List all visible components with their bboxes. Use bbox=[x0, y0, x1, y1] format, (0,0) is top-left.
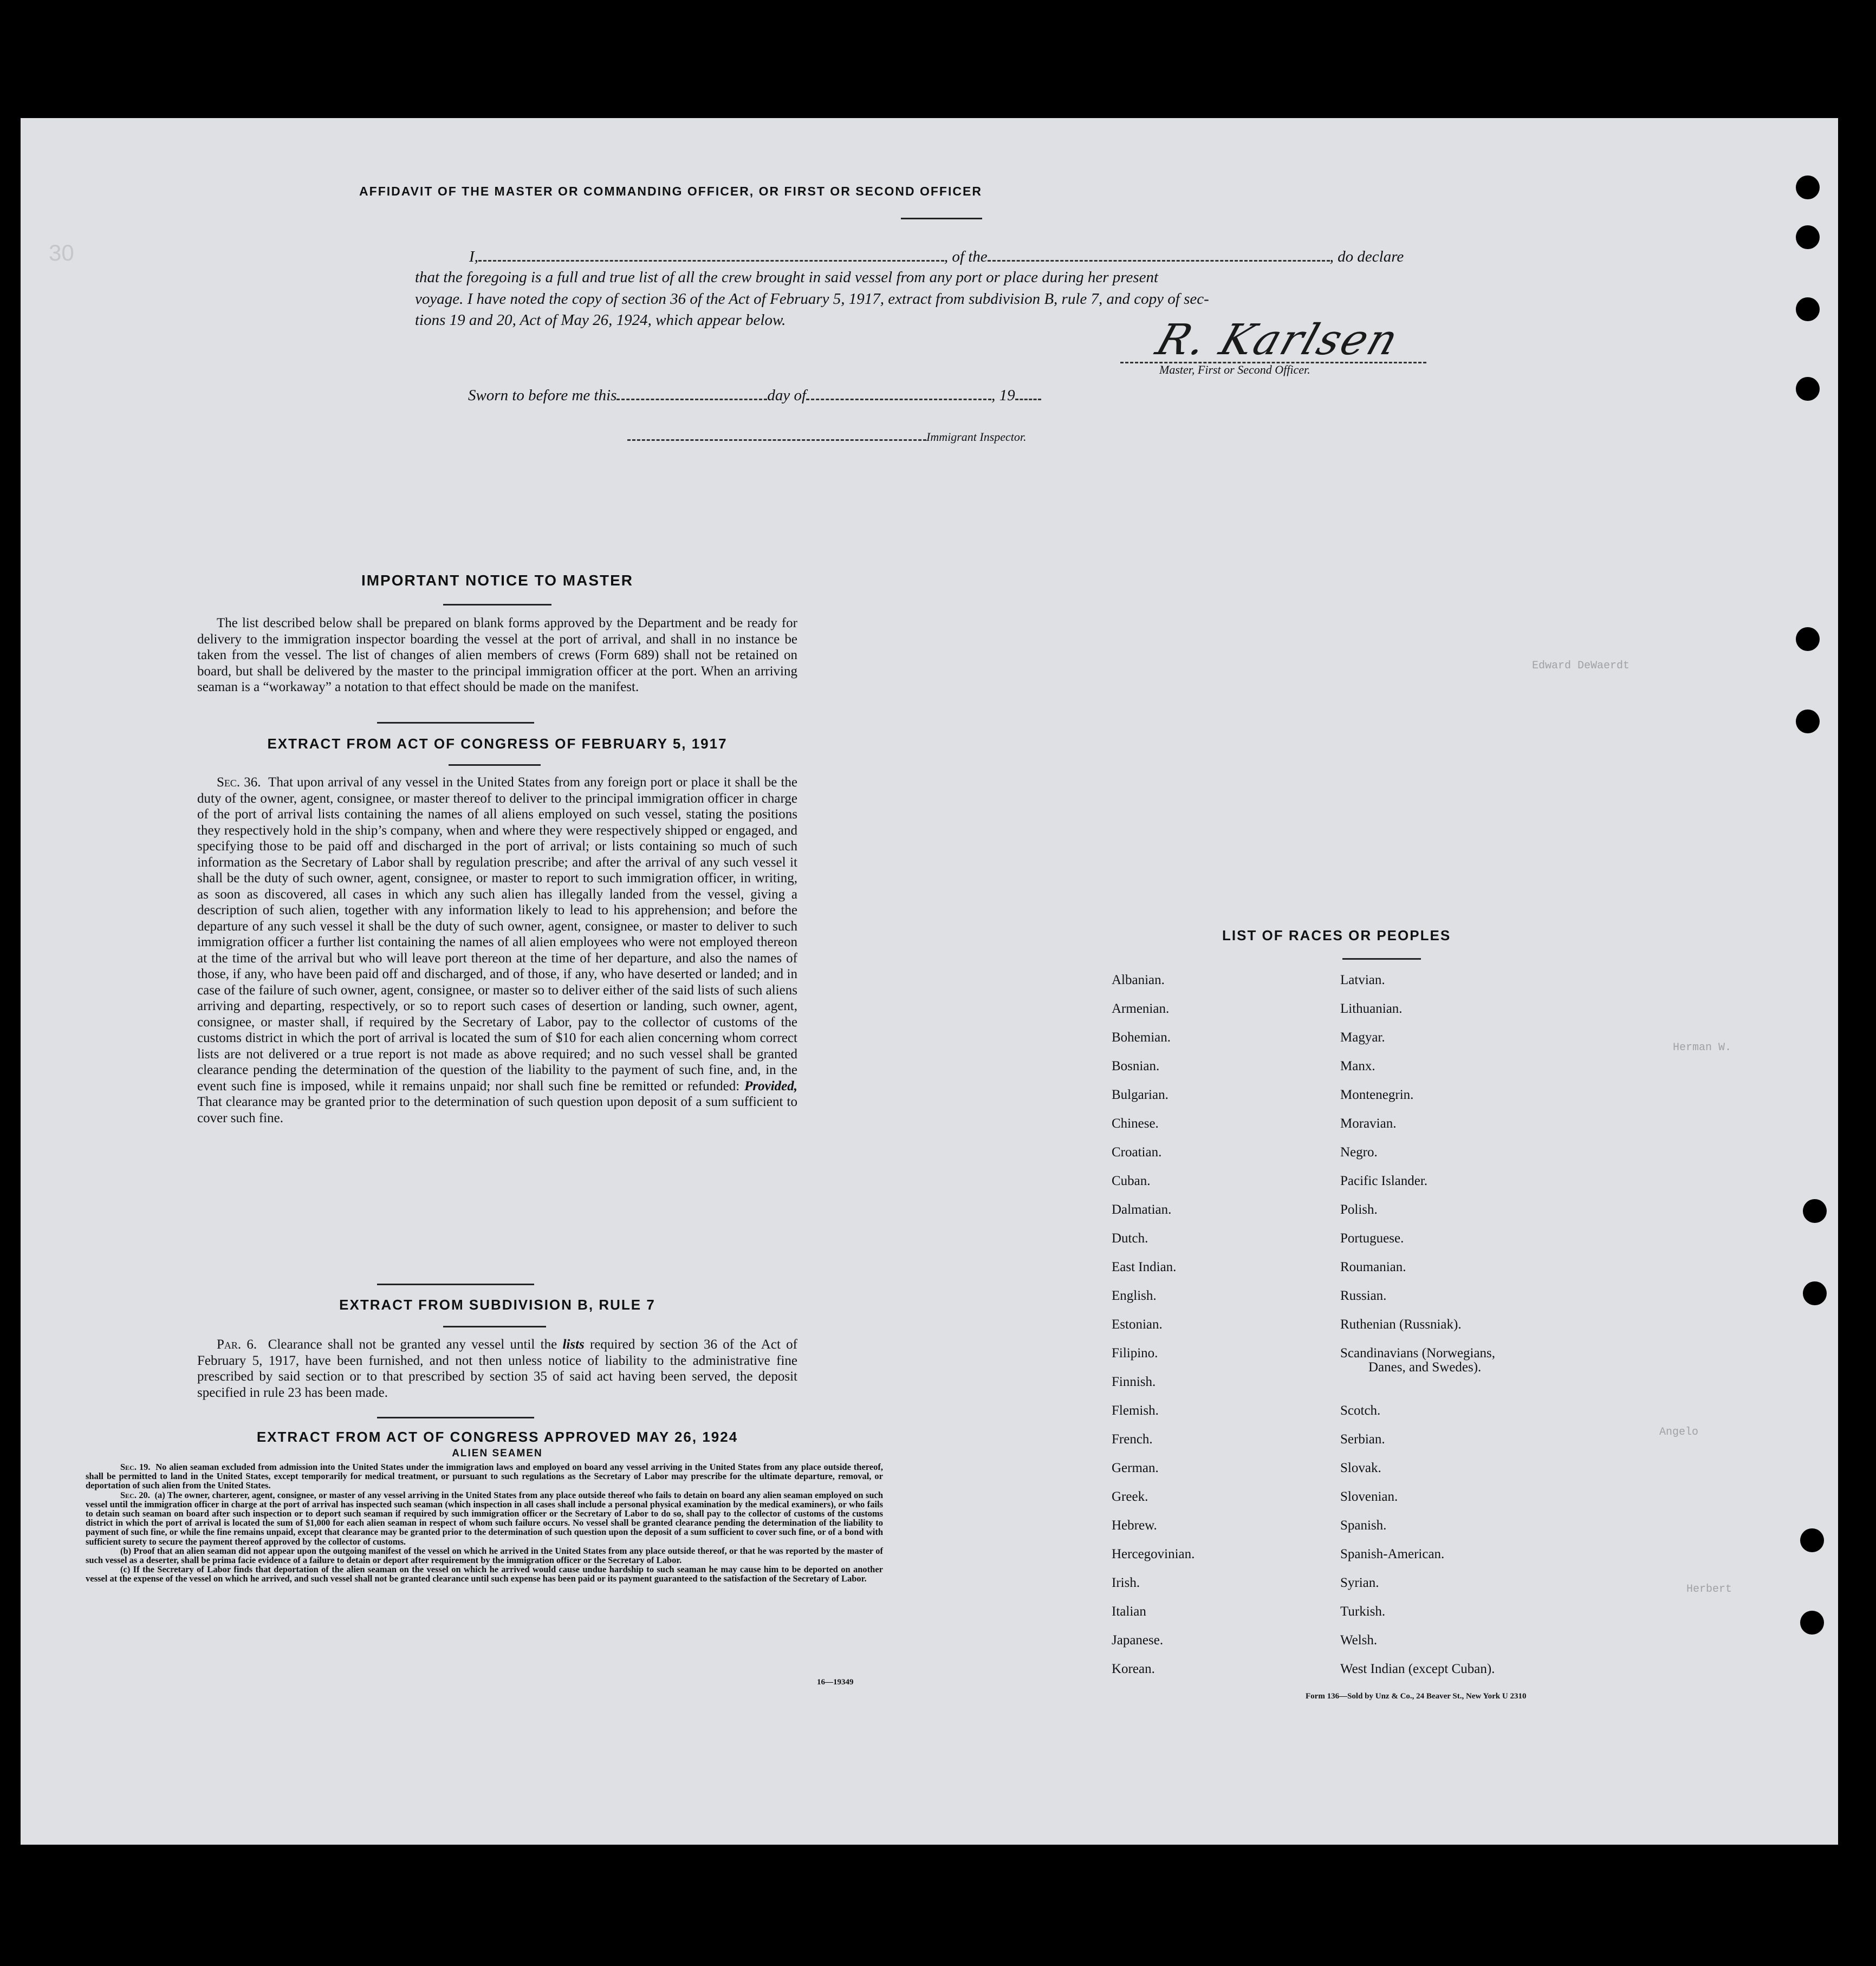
race-item: Slovenian. bbox=[1340, 1489, 1398, 1504]
day-of-text: day of bbox=[767, 387, 807, 404]
race-item: Welsh. bbox=[1340, 1633, 1378, 1648]
affidavit-text-line: tions 19 and 20, Act of May 26, 1924, which appear below. bbox=[415, 311, 786, 329]
race-item: Irish. bbox=[1112, 1576, 1140, 1590]
year-text: , 19 bbox=[991, 387, 1015, 404]
notice-title: IMPORTANT NOTICE TO MASTER bbox=[361, 572, 634, 589]
affidavit-title: AFFIDAVIT OF THE MASTER OR COMMANDING OFFICER, OR FIRST OR SECOND OFFICER bbox=[359, 184, 982, 198]
rule-7-body-b: required by section 36 of the Act of February 5, 1917, have been furnished, and not then unless notice of liability to the administrative fine prescribed by said section or to that prescribed by section 35 of said act having been served, the deposit specified in rule 23 has been made. bbox=[197, 1337, 797, 1400]
section-36-body: That upon arrival of any vessel in the United States from any foreign port or place it shall be the duty of the owner, agent, consignee, or master thereof to deliver to the principal immigration officer in charge of the port of arrival lists containing the names of all aliens employed on such vessel, stating the positions they respectively hold in the ship’s company, when and where they were respectively shipped or engaged, and specifying those to be paid off and discharged in the port of arrival; or lists containing so much of such information as the Secretary of Labor shall by regulation prescribe; and after the arrival of any such vessel it shall be the duty of such owner, agent, consignee, or master to report to such immigration officer, in writing, as soon as discovered, all cases in which any such alien has illegally landed from the vessel, giving a description of such alien, together with any information likely to lead to his apprehension; and before the departure of any such vessel it shall be the duty of such owner, agent, consignee, or master to deliver to such immigration officer a further list containing the names of all alien employees who were not employed thereon at the time of the arrival but who will leave port thereon at the time of her departure, and also the names of those, if any, who have been paid off and discharged, and of those, if any, who have deserted or landed; and in case of the failure of such owner, agent, consignee, or master so to deliver either of the said lists of such aliens arriving and departing, respectively, or so to report such cases of desertion or landing, such owner, agent, consignee, or master shall, if required by the Secretary of Labor, pay to the collector of customs of the customs district in which the port of arrival is located the sum of $10 for each alien concerning whom correct lists are not delivered or a true report is not made as above required; and no such vessel shall be granted clearance pending the determination of the question of the liability to the payment of such fine, and, in the event such fine is imposed, while it remains unpaid; nor shall such fine be remitted or refunded: bbox=[197, 775, 797, 1093]
punch-hole bbox=[1803, 1281, 1827, 1305]
divider bbox=[377, 1417, 534, 1418]
race-item: Montenegrin. bbox=[1340, 1088, 1414, 1102]
race-item: Cuban. bbox=[1112, 1174, 1151, 1188]
race-item: Turkish. bbox=[1340, 1604, 1386, 1619]
inspector-caption: Immigrant Inspector. bbox=[926, 430, 1027, 444]
race-item: Latvian. bbox=[1340, 973, 1385, 987]
punch-hole bbox=[1800, 1611, 1824, 1635]
punch-hole bbox=[1796, 377, 1820, 401]
extract-1917-title: EXTRACT FROM ACT OF CONGRESS OF FEBRUARY 5, 1917 bbox=[267, 735, 728, 752]
divider bbox=[443, 604, 551, 606]
race-item: Chinese. bbox=[1112, 1116, 1159, 1131]
race-item: Bohemian. bbox=[1112, 1030, 1171, 1045]
race-item: Bosnian. bbox=[1112, 1059, 1160, 1073]
race-item: Lithuanian. bbox=[1340, 1001, 1403, 1016]
divider bbox=[1342, 958, 1421, 960]
race-item: Danes, and Swedes). bbox=[1368, 1360, 1482, 1375]
name-blank bbox=[478, 244, 944, 262]
race-item: Russian. bbox=[1340, 1288, 1387, 1303]
affidavit-declaration-line bbox=[469, 244, 1404, 266]
provided-word: Provided, bbox=[744, 1078, 797, 1093]
race-item: French. bbox=[1112, 1432, 1153, 1447]
extract-1924-title: EXTRACT FROM ACT OF CONGRESS APPROVED MAY 26, 1924 bbox=[256, 1429, 738, 1445]
rule-7-text bbox=[197, 1337, 797, 1401]
race-item: Italian bbox=[1112, 1604, 1146, 1619]
page-number: 30 bbox=[49, 240, 74, 265]
punch-hole bbox=[1800, 1528, 1824, 1552]
day-blank bbox=[616, 382, 767, 400]
punch-hole bbox=[1796, 709, 1820, 733]
master-signature: R. Karlsen bbox=[1150, 316, 1406, 364]
race-item: Hebrew. bbox=[1112, 1518, 1157, 1533]
punch-hole bbox=[1803, 1199, 1827, 1223]
section-36-text bbox=[197, 774, 797, 1126]
race-item: Croatian. bbox=[1112, 1145, 1162, 1160]
race-item: Scotch. bbox=[1340, 1403, 1381, 1418]
divider bbox=[443, 1326, 546, 1327]
races-title: LIST OF RACES OR PEOPLES bbox=[1222, 927, 1451, 943]
section-label: Sec. 20. bbox=[120, 1489, 150, 1500]
race-item: West Indian (except Cuban). bbox=[1340, 1662, 1495, 1676]
section-20b: (b) Proof that an alien seaman did not appear upon the outgoing manifest of the vessel on which he arrived in the United States from any place outside thereof, or that he was reported by the master of such vessel as a deserter, shall be prima facie evidence of a failure to detain or deport after requirement by the immigration officer or the Secretary of Labor. bbox=[86, 1545, 883, 1566]
section-19-body: No alien seaman excluded from admission into the United States under the immigration laws and employed on board any vessel arriving in the United States from any place outside thereof, shall be permitted to land in the United States, except temporarily for medical treatment, or pursuant to such regulations as the Secretary of Labor may prescribe for the ultimate departure, removal, or deportation of such alien from the United States. bbox=[86, 1462, 884, 1491]
form-code: 16—19349 bbox=[817, 1678, 854, 1687]
paragraph-label: Par. 6. bbox=[217, 1337, 257, 1352]
race-item: Syrian. bbox=[1340, 1576, 1379, 1590]
bleed-through-text: Edward DeWaerdt bbox=[1532, 660, 1630, 672]
punch-hole bbox=[1796, 225, 1820, 249]
race-item: East Indian. bbox=[1112, 1260, 1177, 1274]
race-item: Pacific Islander. bbox=[1340, 1174, 1428, 1188]
rule-7-title: EXTRACT FROM SUBDIVISION B, RULE 7 bbox=[339, 1297, 655, 1313]
inspector-line bbox=[627, 423, 1027, 444]
year-blank bbox=[1015, 382, 1041, 400]
race-item: Magyar. bbox=[1340, 1030, 1385, 1045]
punch-hole bbox=[1796, 175, 1820, 199]
race-item: Scandinavians (Norwegians, bbox=[1340, 1346, 1496, 1360]
race-item: Albanian. bbox=[1112, 973, 1165, 987]
race-item: German. bbox=[1112, 1461, 1159, 1475]
race-item: Armenian. bbox=[1112, 1001, 1170, 1016]
month-blank bbox=[806, 382, 991, 400]
bleed-through-text: Angelo bbox=[1659, 1426, 1699, 1438]
section-19 bbox=[86, 1462, 883, 1490]
race-item: Manx. bbox=[1340, 1059, 1375, 1073]
signature-caption: Master, First or Second Officer. bbox=[1159, 363, 1310, 376]
lists-word: lists bbox=[562, 1337, 585, 1352]
sections-19-20-text bbox=[86, 1462, 883, 1584]
race-item: English. bbox=[1112, 1288, 1157, 1303]
race-item: Serbian. bbox=[1340, 1432, 1385, 1447]
section-36-end: That clearance may be granted prior to the determination of such question upon deposit of a sum sufficient to cover such fine. bbox=[197, 1095, 797, 1125]
race-item: Dutch. bbox=[1112, 1231, 1148, 1246]
form-sale-note: Form 136—Sold by Unz & Co., 24 Beaver St., New York U 2310 bbox=[1306, 1692, 1527, 1701]
section-20a bbox=[86, 1490, 883, 1546]
race-item: Japanese. bbox=[1112, 1633, 1164, 1648]
affidavit-of-the: , of the bbox=[944, 248, 988, 265]
sworn-text: Sworn to before me this bbox=[468, 387, 617, 404]
section-20a-body: (a) The owner, charterer, agent, consignee, or master of any vessel arriving in the United States from any place outside thereof who fails to detain on board any alien seaman employed on such vessel until the immigration officer in charge at the port of arrival has inspected such seaman (which inspection in all cases shall include a personal physical examination by the medical examiners), or who fails to detain such seaman on board after such inspection or to deport such seaman if required by such immigration officer or the Secretary of Labor to do so, shall pay to the collector of customs of the customs district in which the port of arrival is located the sum of $1,000 for each alien seaman in respect of whom such failure occurs. No vessel shall be granted clearance pending the determination of the liability to payment of such fine, or while the fine remains unpaid, except that clearance may be granted prior to the determination of such question upon the deposit of a sum sufficient to cover such fine, or of a bond with sufficient surety to secure the payment thereof approved by the collector of customs. bbox=[86, 1489, 883, 1547]
affidavit-text-line: voyage. I have noted the copy of section 36 of the Act of February 5, 1917, extract from subdivision B, rule 7, and copy of sec- bbox=[415, 290, 1209, 308]
document-sheet bbox=[21, 118, 1838, 1845]
inspector-blank bbox=[627, 423, 926, 441]
race-item: Estonian. bbox=[1112, 1317, 1163, 1332]
bleed-through-text: Herman W. bbox=[1673, 1041, 1732, 1054]
race-item: Finnish. bbox=[1112, 1375, 1156, 1389]
race-item: Greek. bbox=[1112, 1489, 1148, 1504]
race-item: Flemish. bbox=[1112, 1403, 1159, 1418]
punch-hole bbox=[1796, 627, 1820, 651]
race-item: Bulgarian. bbox=[1112, 1088, 1169, 1102]
race-item: Hercegovinian. bbox=[1112, 1547, 1195, 1561]
punch-hole bbox=[1796, 297, 1820, 321]
section-label: Sec. 19. bbox=[120, 1462, 151, 1472]
divider bbox=[377, 722, 534, 724]
race-item: Korean. bbox=[1112, 1662, 1155, 1676]
alien-seamen-subtitle: ALIEN SEAMEN bbox=[452, 1448, 543, 1459]
bleed-through-text: Herbert bbox=[1686, 1583, 1732, 1596]
race-item: Negro. bbox=[1340, 1145, 1378, 1160]
rule-7-body-a: Clearance shall not be granted any vessel until the bbox=[268, 1337, 557, 1352]
race-item: Spanish. bbox=[1340, 1518, 1387, 1533]
notice-body: The list described below shall be prepared on blank forms approved by the Department and be ready for delivery to the immigration inspector boarding the vessel at the port of arrival, and shall in no instance be taken from the vessel. The list of changes of alien members of crews (Form 689) shall not be retained on board, but shall be delivered by the master to the principal immigration officer at the port. When an arriving seaman is a “workaway” a notation to that effect should be made on the manifest. bbox=[197, 616, 797, 694]
race-item: Portuguese. bbox=[1340, 1231, 1404, 1246]
section-20c: (c) If the Secretary of Labor finds that deportation of the alien seaman on the vessel on which he arrived would cause undue hardship to such seaman he may cause him to be deported on another vessel at the expense of the vessel on which he arrived, and such vessel shall not be granted clearance until such expense has been paid or its payment guaranteed to the satisfaction of the Secretary of Labor. bbox=[86, 1564, 883, 1584]
race-item: Ruthenian (Russniak). bbox=[1340, 1317, 1462, 1332]
race-item: Polish. bbox=[1340, 1202, 1378, 1217]
affidavit-declare: , do declare bbox=[1329, 248, 1404, 265]
affidavit-text-line: that the foregoing is a full and true list of all the crew brought in said vessel from any port or place during her present bbox=[415, 269, 1159, 286]
race-item: Dalmatian. bbox=[1112, 1202, 1172, 1217]
affidavit-i: I, bbox=[469, 248, 478, 265]
race-item: Slovak. bbox=[1340, 1461, 1381, 1475]
vessel-blank bbox=[988, 244, 1330, 262]
divider bbox=[901, 218, 982, 219]
section-label: Sec. 36. bbox=[217, 775, 261, 790]
divider bbox=[449, 764, 541, 766]
race-item: Filipino. bbox=[1112, 1346, 1158, 1360]
divider bbox=[377, 1284, 534, 1285]
race-item: Moravian. bbox=[1340, 1116, 1397, 1131]
sworn-line bbox=[468, 382, 1041, 405]
race-item: Roumanian. bbox=[1340, 1260, 1406, 1274]
race-item: Spanish-American. bbox=[1340, 1547, 1445, 1561]
